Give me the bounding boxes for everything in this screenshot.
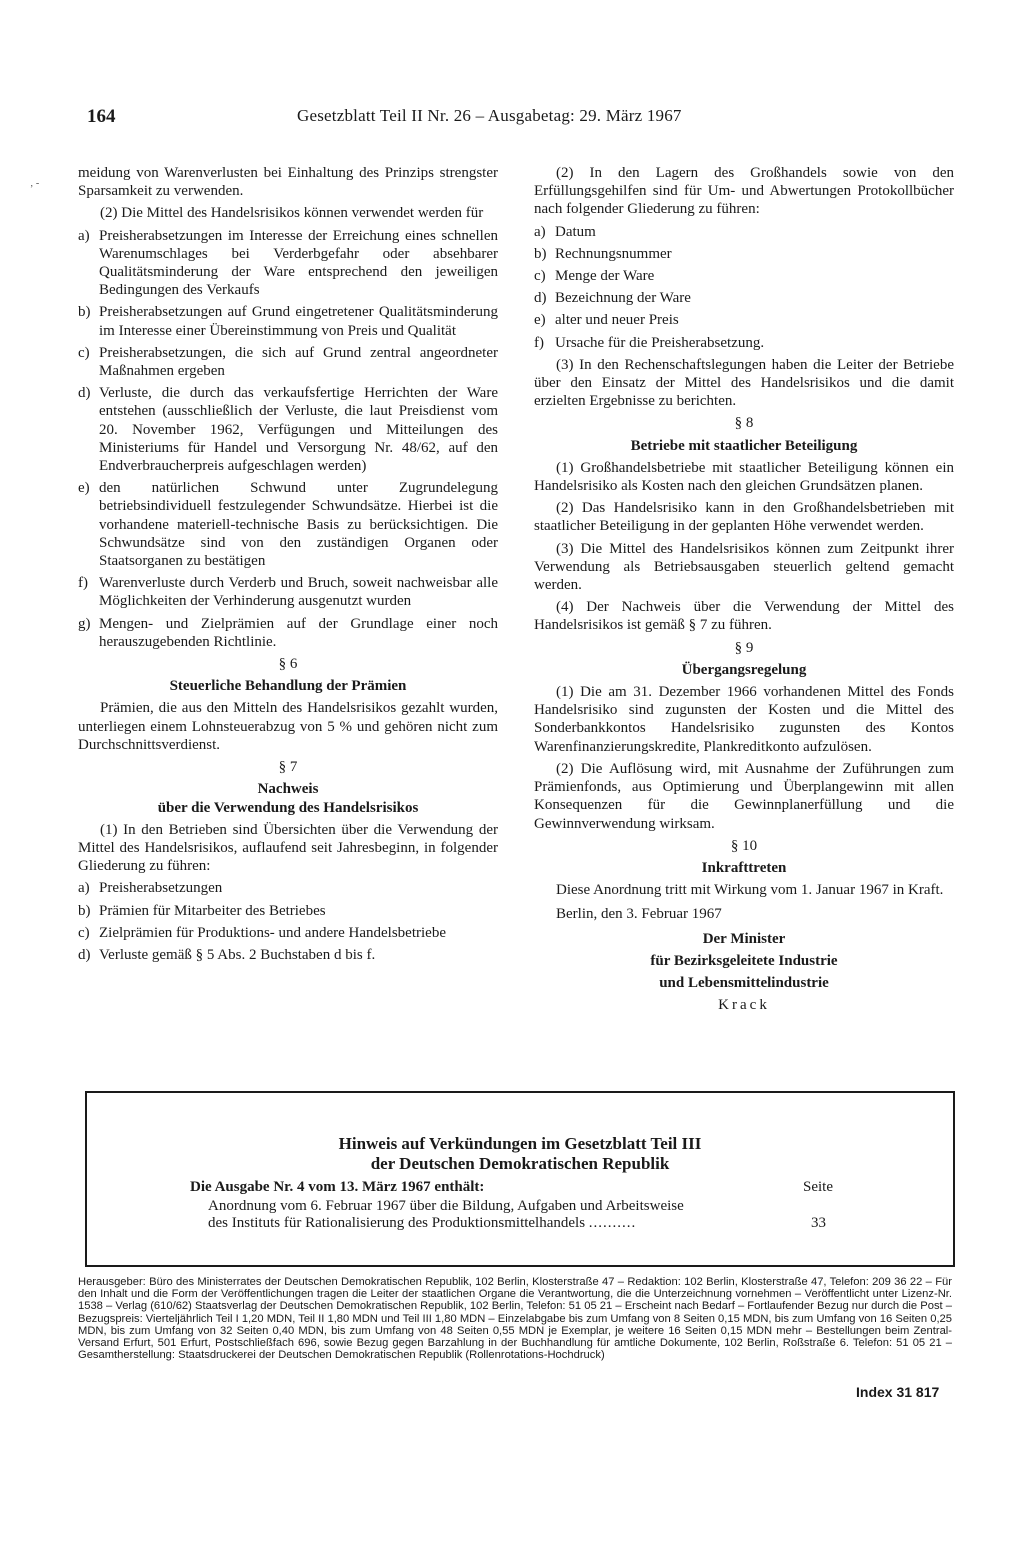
- section-10-number: § 10: [730, 837, 758, 854]
- imprint: Herausgeber: Büro des Ministerrates der Deutschen Demokratischen Republik, 102 Berlin, Klosterstraße 47 – Redaktion: 102 Berlin, Klosterstraße 47, Telefon: 209 36 22 – Für den Inhalt und die Form der Veröffentlichungen tragen die Leiter der staatlichen Organe die Verantwortung, die die Unterzeichnung vornehmen – Veröffentlicht unter Lizenz-Nr. 1538 – Verlag (610/62) Staatsverlag der Deutschen Demokratischen Republik, 102 Berlin, Telefon: 51 05 21 – Erscheint nach Bedarf – Fortlaufender Bezug nur durch die Post – Bezugspreis: Vierteljährlich Teil I 1,20 MDN, Teil II 1,80 MDN und Teil III 1,80 MDN – Einzelabgabe bis zum Umfang von 8 Seiten 0,15 MDN, bis zum Umfang von 16 Seiten 0,25 MDN, bis zum Umfang von 32 Seiten 0,40 MDN, bis zum Umfang von 48 Seiten 0,55 MDN je Exemplar, je weitere 16 Seiten 0,15 MDN mehr – Bestellungen beim Zentral-Versand Erfurt, 501 Erfurt, Postschließfach 696, sowie Bezug gegen Barzahlung in der Buchhandlung für amtliche Dokumente, 102 Berlin, Roßstraße 6. Telefon: 51 05 21 – Gesamtherstellung: Staatsdruckerei der Deutschen Demokratischen Republik (Rollenrotations-Hochdruck): [78, 1276, 952, 1362]
- section-6-number: § 6: [278, 656, 298, 673]
- signatory-line-3: und Lebensmittelindustrie: [659, 974, 829, 991]
- paragraph-2: (2) Die Mittel des Handelsrisikos können verwendet werden für: [100, 205, 484, 222]
- section-10-title: Inkrafttreten: [701, 859, 787, 876]
- list-item: d) Verluste gemäß § 5 Abs. 2 Buchstaben d bis f.: [78, 946, 376, 963]
- section-8-paragraph-3: (3) Die Mittel des Handelsrisikos können zum Zeitpunkt ihrer Verwendung als Betriebsausgaben steuerlich geltend gemacht werden.: [534, 540, 954, 594]
- list-item: b) Rechnungsnummer: [534, 245, 672, 262]
- section-9-title: Übergangsregelung: [681, 661, 807, 678]
- signatory-line-2: für Bezirksgeleitete Industrie: [650, 952, 838, 969]
- list-item: c) Zielprämien für Produktions- und andere Handelsbetriebe: [78, 924, 446, 941]
- notice-box: [85, 1091, 955, 1267]
- list-item: a) Preisherabsetzungen: [78, 880, 223, 897]
- section-7-title: Nachweis: [257, 781, 319, 798]
- section-6-title: Steuerliche Behandlung der Prämien: [169, 678, 407, 695]
- notice-title: Hinweis auf Verkündungen im Gesetzblatt Teil III: [338, 1134, 702, 1153]
- paragraph-2-right: (2) In den Lagern des Großhandels sowie von den Erfüllungsgehilfen sind für Um- und Abwertungen Protokollbücher nach folgender Gliederung zu führen:: [534, 165, 954, 218]
- section-8-title: Betriebe mit staatlicher Beteiligung: [630, 437, 858, 454]
- section-10-text: Diese Anordnung tritt mit Wirkung vom 1. Januar 1967 in Kraft.: [556, 882, 944, 899]
- section-7-paragraph-1: (1) In den Betrieben sind Übersichten über die Verwendung der Mittel des Handelsrisikos, auflaufend seit Jahresbeginn, in folgender Gliederung zu führen:: [78, 821, 498, 875]
- notice-entry-text: des Instituts für Rationalisierung des Produktionsmittelhandels: [208, 1215, 586, 1231]
- section-8-number: § 8: [734, 415, 754, 432]
- section-7-subtitle: über die Verwendung des Handelsrisikos: [157, 799, 419, 816]
- signatory-title: Der Minister: [702, 930, 786, 947]
- section-8-paragraph-1: (1) Großhandelsbetriebe mit staatlicher Beteiligung können ein Handelsrisiko als Kosten nach den gleichen Grundsätzen planen.: [534, 459, 954, 495]
- list-item: e) den natürlichen Schwund unter Zugrundelegung betriebsindividuell festzulegender Schwundsätze. Hierbei ist die vorhandene materiell-technische Basis zu berücksichtigen. Die Schwundsätze sind von den zuständigen Organen oder Staatsorganen zu bestätigen: [78, 480, 498, 570]
- notice-entry-line-1: Anordnung vom 6. Februar 1967 über die Bildung, Aufgaben und Arbeitsweise: [208, 1198, 684, 1214]
- list-item: f) Warenverluste durch Verderb und Bruch, soweit nachweisbar alle Möglichkeiten der Verhinderung ausgenutzt wurden: [78, 575, 498, 610]
- paragraph-3-right: (3) In den Rechenschaftslegungen haben die Leiter der Betriebe über den Einsatz der Mittel des Handelsrisikos und die damit erzielten Ergebnisse zu berichten.: [534, 356, 954, 410]
- left-column: [78, 164, 498, 968]
- list-item: d) Verluste, die durch das verkaufsfertige Herrichten der Ware entstehen (ausschließlich der Verluste, die laut Preisdienst vom 20. November 1962, Verfügungen und Mitteilungen des Ministeriums für Handel und Versorgung Nr. 48/62, auf den Endverbraucherpreis aufgeschlagen werden): [78, 385, 498, 475]
- list-item: b) Prämien für Mitarbeiter des Betriebes: [78, 902, 326, 919]
- list-item: c) Menge der Ware: [534, 268, 655, 285]
- list-item: a) Preisherabsetzungen im Interesse der Erreichung eines schnellen Warenumschlages bei Verderbgefahr oder absehbarer Qualitätsminderung der Ware entsprechend den jeweiligen Bedingungen des Verkaufs: [78, 227, 498, 299]
- index-number: Index 31 817: [856, 1384, 940, 1400]
- place-date: Berlin, den 3. Februar 1967: [556, 906, 722, 923]
- notice-seite-label: Seite: [803, 1179, 833, 1195]
- page-number: 164: [87, 106, 116, 127]
- list-item: g) Mengen- und Zielprämien auf der Grundlage einer noch herauszugebenden Richtlinie.: [78, 615, 498, 650]
- list-item: a) Datum: [534, 223, 596, 240]
- list-item: d) Bezeichnung der Ware: [534, 290, 691, 307]
- running-head: Gesetzblatt Teil II Nr. 26 – Ausgabetag: 29. März 1967: [297, 106, 682, 125]
- section-8-paragraph-4: (4) Der Nachweis über die Verwendung der Mittel des Handelsrisikos ist gemäß § 7 zu führen.: [534, 599, 954, 634]
- section-9-paragraph-2: (2) Die Auflösung wird, mit Ausnahme der Zuführungen zum Prämienfonds, aus Optimierung und Überplangewinn mit allen Konsequenzen für die Gewinnplanerfüllung und die Gewinnverwendung wirksam.: [534, 760, 954, 832]
- intro-paragraph: meidung von Warenverlusten bei Einhaltung des Prinzips strengster Sparsamkeit zu verwenden.: [78, 165, 498, 200]
- right-column: [534, 164, 954, 1018]
- notice-page: 33: [811, 1215, 826, 1231]
- notice-dots: ..........: [588, 1215, 637, 1231]
- list-item: b) Preisherabsetzungen auf Grund eingetretener Qualitätsminderung im Interesse einer Übereinstimmung von Preis und Qualität: [78, 304, 498, 339]
- notice-entry-line-2: [208, 1215, 636, 1232]
- scan-mark: ‚ -: [30, 178, 40, 189]
- list-item: e) alter und neuer Preis: [534, 312, 679, 329]
- section-7-number: § 7: [278, 759, 298, 776]
- list-item: f) Ursache für die Preisherabsetzung.: [534, 334, 765, 351]
- notice-subtitle: der Deutschen Demokratischen Republik: [370, 1154, 670, 1173]
- section-6-text: Prämien, die aus den Mitteln des Handelsrisikos gezahlt wurden, unterliegen einem Lohnsteuerabzug von 5 % und gehören nicht zum Durchschnittsverdienst.: [78, 700, 498, 753]
- signatory-name: Krack: [718, 997, 770, 1014]
- list-item: c) Preisherabsetzungen, die sich auf Grund zentral angeordneter Maßnahmen ergeben: [78, 344, 498, 380]
- section-8-paragraph-2: (2) Das Handelsrisiko kann in den Großhandelsbetrieben mit staatlicher Beteiligung in der geplanten Höhe verwendet werden.: [534, 500, 954, 535]
- notice-issue: Die Ausgabe Nr. 4 vom 13. März 1967 enthält:: [190, 1179, 485, 1195]
- section-9-paragraph-1: (1) Die am 31. Dezember 1966 vorhandenen Mittel des Fonds Handelsrisiko sind zugunsten der Kosten und die Mittel des Sonderbankkontos Handelsrisiko zugunsten des Kontos Warenfinanzierungskredite, Plankreditkonto aufzulösen.: [534, 684, 954, 755]
- section-9-number: § 9: [734, 639, 754, 656]
